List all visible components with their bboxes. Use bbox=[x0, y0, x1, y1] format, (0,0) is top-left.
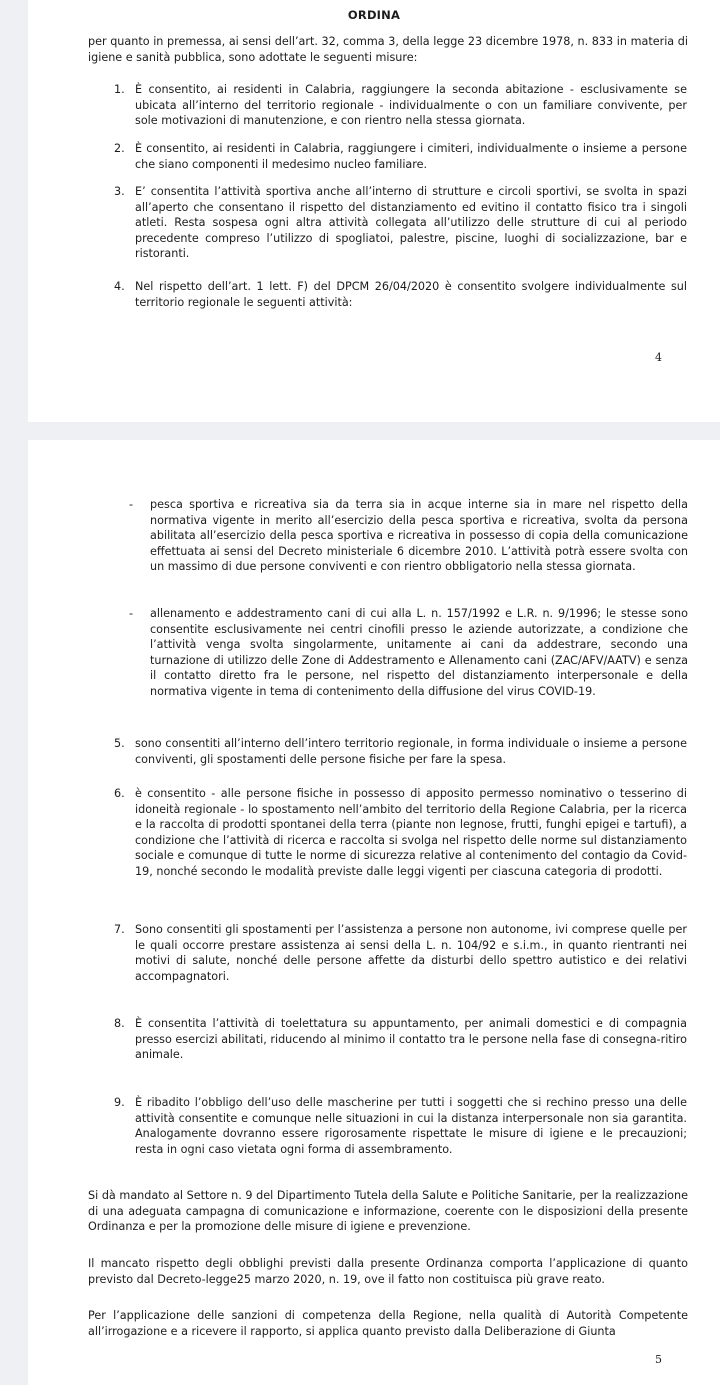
item-number: 6. bbox=[114, 787, 125, 800]
measure-item-4 bbox=[114, 279, 687, 310]
measure-item-1 bbox=[114, 82, 687, 129]
item-text: E’ consentita l’attività sportiva anche all’interno di strutture e circoli sportivi, se svolta in spazi all’aperto che consentano il rispetto del distanziamento ed evitino il contatto fisico tra i singoli atleti. Resta sospesa ogni altra attività collegata all’utilizzo delle strutture di cui al periodo precedente compreso l’utilizzo di spogliatoi, palestre, piscine, luoghi di socializzazione, bar e ristoranti. bbox=[135, 185, 687, 260]
item-number: 9. bbox=[114, 1096, 125, 1109]
document-page-4 bbox=[28, 0, 720, 422]
document-page-5 bbox=[28, 440, 720, 1385]
item-text: È consentito, ai residenti in Calabria, raggiungere la seconda abitazione - esclusivamente se ubicata all’interno del territorio regionale - individualmente o con un familiare convivente, per sole motivazioni di manutenzione, e con rientro nella stessa giornata. bbox=[135, 83, 687, 127]
item-number: 2. bbox=[114, 142, 125, 155]
item-text: è consentito - alle persone fisiche in possesso di apposito permesso nominativo o tesserino di idoneità regionale - lo spostamento nell’ambito del territorio della Regione Calabria, per la ricerca e la raccolta di prodotti spontanei della terra (piante non legnose, frutti, funghi epigei e tartufi), a condizione che l’attività di ricerca e raccolta si svolga nel rispetto delle norme sul distanziamento sociale e comunque di tutte le norme di sicurezza relative al contenimento del contagio da Covid-19, nonché secondo le modalità previste dalle leggi vigenti per ciascuna categoria di prodotti. bbox=[135, 787, 687, 878]
dash-bullet: - bbox=[129, 498, 134, 511]
item-number: 4. bbox=[114, 280, 125, 293]
item-text: sono consentiti all’interno dell’intero territorio regionale, in forma individuale o insieme a persone conviventi, gli spostamenti delle persone fisiche per fare la spesa. bbox=[135, 737, 687, 766]
item-number: 5. bbox=[114, 737, 125, 750]
item-number: 1. bbox=[114, 83, 125, 96]
sub-item-text: pesca sportiva e ricreativa sia da terra sia in acque interne sia in mare nel rispetto della normativa vigente in merito all’esercizio della pesca sportiva e ricreativa, svolta da persona abilitata all’esercizio della pesca sportiva e ricreativa in possesso di copia della comunicazione effettuata ai sensi del Decreto ministeriale 6 dicembre 2010. L’attività potrà essere svolta con un massimo di due persone conviventi e con rientro obbligatorio nella stessa giornata. bbox=[150, 498, 688, 573]
sanctions-paragraph: Il mancato rispetto degli obblighi previsti dalla presente Ordinanza comporta l’applicazione di quanto previsto dal Decreto-legge25 marzo 2020, n. 19, ove il fatto non costituisca più grave reato. bbox=[88, 1257, 688, 1286]
mandate-paragraph: Si dà mandato al Settore n. 9 del Dipartimento Tutela della Salute e Politiche Sanitarie, per la realizzazione di una adeguata campagna di comunicazione e informazione, coerente con le disposizioni della presente Ordinanza e per la promozione delle misure di igiene e prevenzione. bbox=[88, 1189, 688, 1233]
item-text: È ribadito l’obbligo dell’uso delle mascherine per tutti i soggetti che si rechino presso una delle attività consentite e comunque nelle situazioni in cui la distanza interpersonale non sia garantita. Analogamente dovranno essere rigorosamente rispettate le misure di igiene e le precauzioni; resta in ogni caso vietata ogni forma di assembramento. bbox=[135, 1096, 687, 1156]
sub-item-dog-training bbox=[129, 606, 688, 699]
item-text: Sono consentiti gli spostamenti per l’assistenza a persone non autonome, ivi comprese quelle per le quali occorre prestare assistenza ai sensi della L. n. 104/92 e s.i.m., in quanto rientranti nei motivi di salute, nonché delle persone affette da disturbi dello spettro autistico e dei relativi accompagnatori. bbox=[135, 923, 687, 983]
measure-item-8 bbox=[114, 1016, 687, 1063]
intro-paragraph: per quanto in premessa, ai sensi dell’art. 32, comma 3, della legge 23 dicembre 1978, n. 833 in materia di igiene e sanità pubblica, sono adottate le seguenti misure: bbox=[88, 35, 688, 64]
item-number: 8. bbox=[114, 1017, 125, 1030]
ordinance-heading: ORDINA bbox=[347, 8, 401, 22]
item-text: Nel rispetto dell’art. 1 lett. F) del DPCM 26/04/2020 è consentito svolgere individualmente sul territorio regionale le seguenti attività: bbox=[135, 280, 687, 309]
sub-item-text: allenamento e addestramento cani di cui alla L. n. 157/1992 e L.R. n. 9/1996; le stesse sono consentite esclusivamente nei centri cinofili presso le aziende autorizzate, a condizione che l’attività venga svolta singolarmente, unitamente ai cani da addestrare, secondo una turnazione di utilizzo delle Zone di Addestramento e Allenamento cani (ZAC/AFV/AATV) e senza il contatto diretto fra le persone, nel rispetto del distanziamento interpersonale e della normativa vigente in tema di contenimento della diffusione del virus COVID-19. bbox=[150, 607, 688, 698]
application-paragraph: Per l’applicazione delle sanzioni di competenza della Regione, nella qualità di Autorità Competente all’irrogazione e a ricevere il rapporto, si applica quanto previsto dalla Deliberazione di Giunta bbox=[88, 1309, 688, 1338]
page-number: 5 bbox=[655, 1353, 662, 1366]
item-text: È consentita l’attività di toelettatura su appuntamento, per animali domestici e di compagnia presso esercizi abilitati, riducendo al minimo il contatto tra le persone nella fase di consegna-ritiro animale. bbox=[135, 1017, 687, 1061]
item-text: È consentito, ai residenti in Calabria, raggiungere i cimiteri, individualmente o insieme a persone che siano componenti il medesimo nucleo familiare. bbox=[135, 142, 687, 171]
measure-item-3 bbox=[114, 184, 687, 262]
measure-item-9 bbox=[114, 1095, 687, 1157]
measure-item-2 bbox=[114, 141, 687, 172]
measure-item-5 bbox=[114, 736, 687, 767]
measure-item-7 bbox=[114, 922, 687, 984]
page-number: 4 bbox=[655, 351, 662, 364]
sub-item-fishing bbox=[129, 497, 688, 575]
measure-item-6 bbox=[114, 786, 687, 879]
dash-bullet: - bbox=[129, 607, 134, 620]
item-number: 3. bbox=[114, 185, 125, 198]
item-number: 7. bbox=[114, 923, 125, 936]
